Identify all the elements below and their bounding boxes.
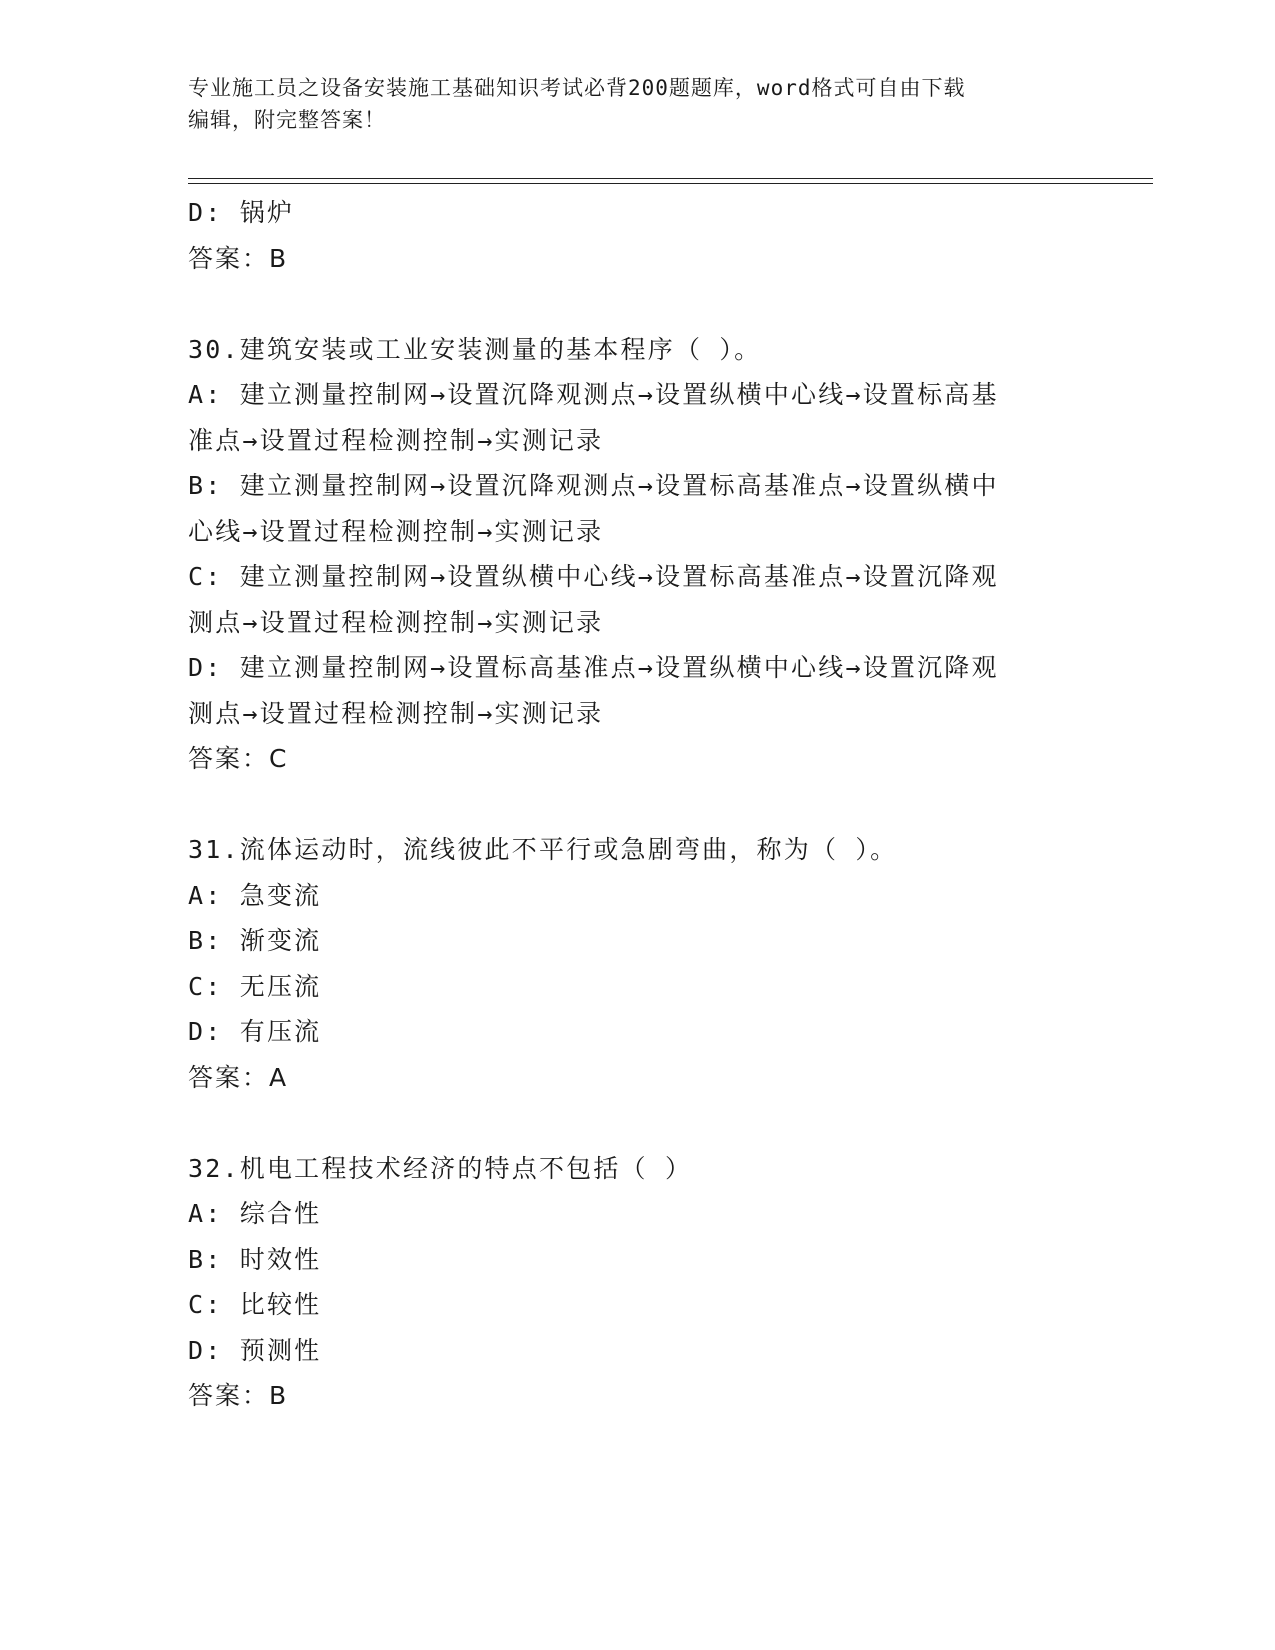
spacer — [188, 281, 1088, 327]
document-header — [188, 72, 1068, 136]
header-title-line-2: 编辑，附完整答案！ — [188, 108, 386, 132]
question-line: D: 预测性 — [188, 1335, 322, 1365]
question-line: D: 有压流 — [188, 1017, 322, 1046]
answer-line: 答案：B — [188, 1381, 289, 1410]
question-line: B: 渐变流 — [188, 926, 322, 955]
question-line: 测点→设置过程检测控制→实测记录 — [188, 607, 604, 637]
question-line: A: 急变流 — [188, 880, 322, 910]
question-line: A: 综合性 — [188, 1199, 322, 1228]
answer-line: 答案：B — [188, 243, 289, 273]
spacer — [188, 782, 1088, 828]
question-line: A: 建立测量控制网→设置沉降观测点→设置纵横中心线→设置标高基 — [188, 380, 999, 409]
question-line: B: 时效性 — [188, 1244, 322, 1274]
question-line: B: 建立测量控制网→设置沉降观测点→设置标高基准点→设置纵横中 — [188, 471, 999, 500]
question-line: 测点→设置过程检测控制→实测记录 — [188, 698, 604, 728]
header-divider-bottom — [188, 183, 1153, 184]
header-title-line-1: 专业施工员之设备安装施工基础知识考试必背200题题库，word格式可自由下载 — [188, 76, 966, 100]
question-line: C: 比较性 — [188, 1290, 322, 1319]
question-line: D: 建立测量控制网→设置标高基准点→设置纵横中心线→设置沉降观 — [188, 653, 999, 682]
question-line: D: 锅炉 — [188, 198, 295, 227]
question-line: 32.机电工程技术经济的特点不包括（ ） — [188, 1153, 693, 1183]
spacer — [188, 1100, 1088, 1146]
header-divider-top — [188, 178, 1153, 179]
question-line: C: 无压流 — [188, 971, 322, 1001]
question-line: 31.流体运动时，流线彼此不平行或急剧弯曲，称为（ ）。 — [188, 835, 898, 864]
answer-line: 答案：A — [188, 1062, 289, 1092]
answer-line: 答案：C — [188, 744, 289, 773]
question-line: 准点→设置过程检测控制→实测记录 — [188, 425, 604, 455]
question-line: 30.建筑安装或工业安装测量的基本程序（ ）。 — [188, 334, 762, 364]
question-content — [188, 190, 1088, 1419]
question-line: C: 建立测量控制网→设置纵横中心线→设置标高基准点→设置沉降观 — [188, 562, 999, 591]
question-line: 心线→设置过程检测控制→实测记录 — [188, 516, 604, 546]
